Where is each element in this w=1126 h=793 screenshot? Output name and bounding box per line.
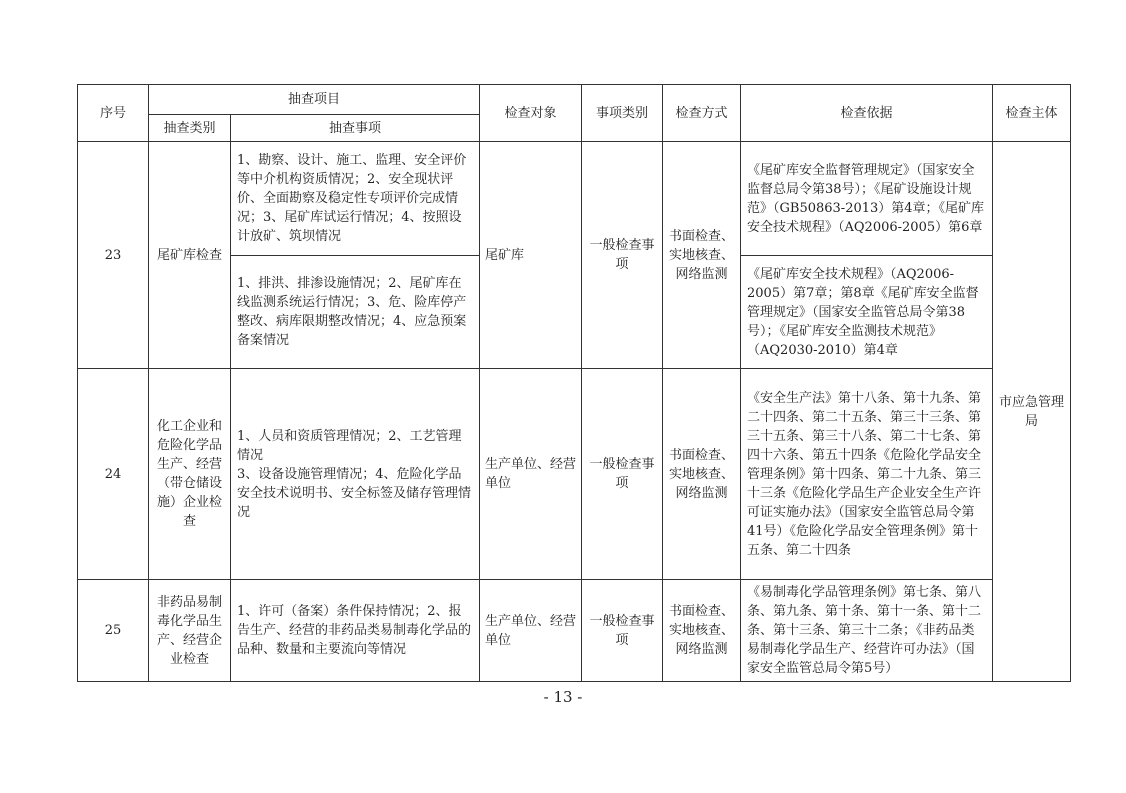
table-row (78, 580, 1071, 682)
row-basis: 《易制毒化学品管理条例》第七条、第八条、第九条、第十条、第十一条、第十二条、第十三条、第三十二条；《非药品类易制毒化学品生产、经营许可办法》（国家安全监管总局令第5号） (741, 580, 993, 682)
row-basis: 《尾矿库安全监督管理规定》（国家安全监督总局令第38号）；《尾矿设施设计规范》（GB50863-2013）第4章；《尾矿库安全技术规程》（AQ2006-2005）第6章 (741, 142, 993, 256)
header-method: 检查方式 (663, 85, 741, 142)
row-target: 尾矿库 (480, 142, 582, 369)
header-matter: 抽查事项 (231, 115, 480, 142)
row-method: 书面检查、实地核查、网络监测 (663, 369, 741, 580)
row-matter: 1、勘察、设计、施工、监理、安全评价等中介机构资质情况；2、安全现状评价、全面勘察及稳定性专项评价完成情况；3、尾矿库试运行情况；4、按照设计放矿、筑坝情况 (231, 142, 480, 256)
row-subject: 市应急管理局 (993, 142, 1071, 682)
row-seq: 25 (78, 580, 149, 682)
row-seq: 23 (78, 142, 149, 369)
header-basis: 检查依据 (741, 85, 993, 142)
row-matter: 1、许可（备案）条件保持情况；2、报告生产、经营的非药品类易制毒化学品的品种、数量和主要流向等情况 (231, 580, 480, 682)
table-row (78, 369, 1071, 580)
row-method: 书面检查、实地核查、网络监测 (663, 580, 741, 682)
row-target: 生产单位、经营单位 (480, 369, 582, 580)
row-category: 尾矿库检查 (149, 142, 231, 369)
row-basis: 《安全生产法》第十八条、第十九条、第二十四条、第二十五条、第三十三条、第三十五条、第三十八条、第二十七条、第四十六条、第五十四条《危险化学品安全管理条例》第十四条、第二十九条、第三十三条《危险化学品生产企业安全生产许可证实施办法》（国家安全监管总局令第41号）《危险化学品安全管理条例》第十五条、第二十四条 (741, 369, 993, 580)
header-item-type: 事项类别 (582, 85, 663, 142)
row-category: 非药品易制毒化学品生产、经营企业检查 (149, 580, 231, 682)
row-method: 书面检查、实地核查、网络监测 (663, 142, 741, 369)
header-seq: 序号 (78, 85, 149, 142)
header-sample-project: 抽查项目 (149, 85, 480, 115)
row-item-type: 一般检查事项 (582, 369, 663, 580)
header-row-1 (78, 85, 1071, 115)
row-item-type: 一般检查事项 (582, 142, 663, 369)
row-seq: 24 (78, 369, 149, 580)
row-target: 生产单位、经营单位 (480, 580, 582, 682)
header-category: 抽查类别 (149, 115, 231, 142)
row-category: 化工企业和危险化学品生产、经营（带仓储设施）企业检查 (149, 369, 231, 580)
row-matter: 1、人员和资质管理情况；2、工艺管理情况 3、设备设施管理情况；4、危险化学品安全技术说明书、安全标签及储存管理情况 (231, 369, 480, 580)
header-target: 检查对象 (480, 85, 582, 142)
row-item-type: 一般检查事项 (582, 580, 663, 682)
table-row (78, 142, 1071, 256)
row-basis: 《尾矿库安全技术规程》（AQ2006-2005）第7章；第8章《尾矿库安全监督管理规定》（国家安全监管总局令第38号）；《尾矿库安全监测技术规范》（AQ2030-2010）第4章 (741, 256, 993, 369)
header-subject: 检查主体 (993, 85, 1071, 142)
row-matter: 1、排洪、排渗设施情况；2、尾矿库在线监测系统运行情况；3、危、险库停产整改、病库限期整改情况；4、应急预案备案情况 (231, 256, 480, 369)
inspection-table (77, 84, 1071, 682)
page-number: - 13 - (543, 688, 583, 706)
